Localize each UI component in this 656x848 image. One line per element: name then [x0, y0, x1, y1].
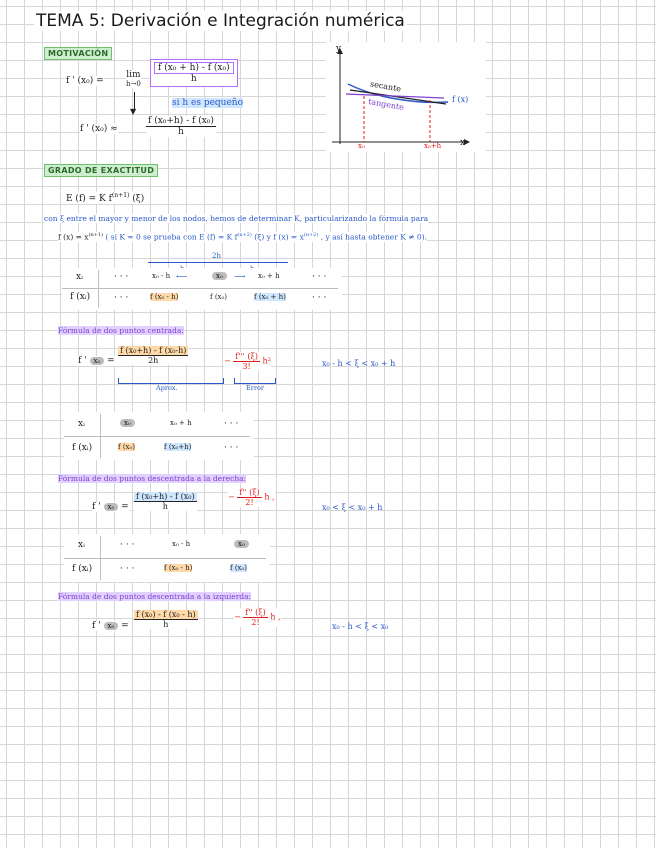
derecha-fprime: f '	[92, 502, 101, 512]
limit-denominator: h	[190, 74, 197, 84]
text2-d: , y así hasta obtener K ≠ 0).	[320, 232, 427, 242]
t1-row2-label: f (xᵢ)	[70, 292, 91, 302]
izquierda-fraction	[134, 610, 198, 629]
t1-r2-c4: · · ·	[312, 293, 327, 303]
t3-row2-label: f (xᵢ)	[72, 564, 93, 574]
t1-r2-c0: · · ·	[114, 293, 129, 303]
centrada-error-label: Error	[246, 384, 264, 392]
text2-exp3: (n+2)	[303, 232, 319, 238]
centrada-fprime: f '	[78, 356, 87, 366]
graph-x-label: x	[460, 138, 466, 148]
derecha-numerator: f (x₀+h) - f (x₀)	[136, 492, 195, 501]
t3-r2-c2: f (x₀)	[230, 564, 248, 572]
t2-r2-c1: f (x₀+h)	[164, 443, 192, 451]
text2-exp2: (n+2)	[237, 232, 252, 238]
arrow-left-icon: ⟵	[176, 272, 188, 281]
derecha-fraction	[134, 492, 197, 511]
t1-r1-c3: x₀ + h	[258, 272, 280, 280]
exactitud-text1: con ξ entre el mayor y menor de los nodos, hemos de determinar K, particularizando la fórmula para	[44, 214, 429, 223]
izquierda-err-den: 2!	[243, 617, 268, 627]
centrada-denominator: 2h	[118, 355, 188, 365]
arrow-right-icon: ⟶	[234, 272, 246, 281]
centrada-aprox-label: Aprox.	[156, 384, 178, 392]
izquierda-title: Fórmula de dos puntos descentrada a la izquierda:	[58, 592, 252, 601]
t1-r2-c1: f (x₀ - h)	[150, 293, 179, 301]
izquierda-x0: x₀	[104, 622, 119, 630]
exactitud-formula-text: E (f) = K f	[66, 194, 112, 204]
text2-a: f (x) = x	[58, 232, 89, 242]
exactitud-formula	[66, 192, 144, 204]
t3-r2-c0: · · ·	[120, 564, 135, 574]
centrada-err-den: 3!	[233, 361, 260, 371]
t1-r1-c1: x₀ - h	[152, 272, 171, 280]
brace-2h-label: 2h	[212, 252, 221, 260]
graph-fx-label: f (x)	[452, 95, 469, 104]
brace-2h-line	[148, 262, 288, 263]
centrada-lhs: f ' x₀ =	[78, 356, 115, 366]
page-title: TEMA 5: Derivación e Integración numérica	[36, 11, 405, 31]
t3-r1-c1: x₀ - h	[172, 540, 191, 548]
izquierda-err-tail: h ,	[270, 612, 281, 622]
exactitud-exp: (n+1)	[111, 192, 130, 199]
centrada-title: Fórmula de dos puntos centrada:	[58, 326, 184, 335]
motivacion-note: si h es pequeño	[172, 98, 244, 108]
centrada-condition: x₀ - h < ξ < x₀ + h	[322, 359, 396, 368]
approx-denominator: h	[146, 126, 216, 137]
graph-secante-label: secante	[369, 79, 402, 94]
graph-x0-label: x₀	[358, 142, 365, 150]
derecha-err-tail: h ,	[264, 492, 275, 502]
motivacion-lim	[126, 70, 141, 88]
centrada-err-tail: h²	[262, 356, 271, 366]
t1-r2-c3: f (x₀ + h)	[254, 293, 286, 301]
text2-b: ( si K = 0 se prueba con E (f) = K f	[105, 232, 238, 242]
t2-r1-c1: x₀ + h	[170, 419, 192, 427]
izquierda-numerator: f (x₀) - f (x₀ - h)	[136, 610, 196, 619]
approx-fraction	[146, 116, 216, 137]
derecha-condition: x₀ < ξ < x₀ + h	[322, 503, 383, 512]
izquierda-err-num: f'' (ξ)	[245, 608, 266, 617]
derecha-denominator: h	[134, 501, 197, 511]
centrada-x0: x₀	[90, 357, 105, 365]
t2-r1-c0: x₀	[120, 419, 135, 427]
t1-r1-c0: · · ·	[114, 272, 129, 282]
t2-row1-label: xᵢ	[78, 419, 85, 429]
izquierda-fprime: f '	[92, 621, 101, 631]
centrada-error-term: − $\frac{f''' (\xi)}{3!}$ h²	[224, 352, 271, 371]
approx-lhs: f ' (x₀) ≈	[80, 124, 118, 134]
exactitud-xi: (ξ)	[132, 194, 145, 204]
t2-r2-c0: f (x₀)	[118, 443, 136, 451]
exactitud-text2	[58, 232, 427, 242]
derecha-err-den: 2!	[237, 497, 262, 507]
graph-y-label: y	[336, 44, 342, 54]
derecha-err-num: f'' (ξ)	[239, 488, 260, 497]
centrada-err-num: f''' (ξ)	[235, 352, 258, 361]
t3-row1-label: xᵢ	[78, 540, 85, 550]
t3-r2-c1: f (x₀ - h)	[164, 564, 193, 572]
t1-row1-label: xᵢ	[76, 272, 83, 282]
izquierda-condition: x₀ - h < ξ < x₀	[332, 622, 389, 631]
limit-fraction	[154, 62, 234, 84]
text2-exp: (n+1)	[88, 232, 104, 238]
derecha-error-term: − $\frac{f'' (\xi)}{2!}$ h ,	[228, 488, 275, 507]
motivacion-tag: MOTIVACIÓN	[44, 47, 112, 60]
exactitud-tag: GRADO DE EXACTITUD	[44, 164, 158, 177]
izquierda-denominator: h	[134, 619, 198, 629]
t1-r1-c2: x₀	[212, 272, 227, 280]
izquierda-lhs: f ' x₀ =	[92, 621, 129, 631]
t3-r1-c2: x₀	[234, 540, 249, 548]
derecha-x0: x₀	[104, 503, 119, 511]
graph-x0h-label: x₀+h	[424, 142, 442, 150]
t2-r2-c2: · · ·	[224, 443, 239, 453]
limit-definition-box	[150, 59, 238, 87]
t3-r1-c0: · · ·	[120, 540, 135, 550]
motivacion-lhs: f ' (x₀) =	[66, 76, 104, 86]
derecha-title: Fórmula de dos puntos descentrada a la derecha:	[58, 474, 247, 483]
t1-r2-c2: f (x₀)	[210, 293, 228, 301]
derecha-lhs: f ' x₀ =	[92, 502, 129, 512]
t2-r1-c2: · · ·	[224, 419, 239, 429]
centrada-fraction	[118, 346, 188, 365]
table1	[62, 268, 342, 310]
centrada-numerator: f (x₀+h) - f (x₀-h)	[120, 346, 187, 355]
lim-word: lim	[126, 70, 141, 80]
arrow-down-icon: ▼	[130, 107, 137, 116]
graph-tangente-label: tangente	[367, 96, 405, 113]
lim-sub: h→0	[126, 80, 141, 88]
approx-numerator: f (x₀+h) - f (x₀)	[148, 116, 214, 126]
t2-row2-label: f (xᵢ)	[72, 443, 93, 453]
t1-r1-c4: · · ·	[312, 272, 327, 282]
limit-numerator: f (x₀ + h) - f (x₀)	[154, 62, 234, 74]
izquierda-error-term: − $\frac{f'' (\xi)}{2!}$ h ,	[234, 608, 281, 627]
text2-c: (ξ) y f (x) = x	[254, 232, 304, 242]
